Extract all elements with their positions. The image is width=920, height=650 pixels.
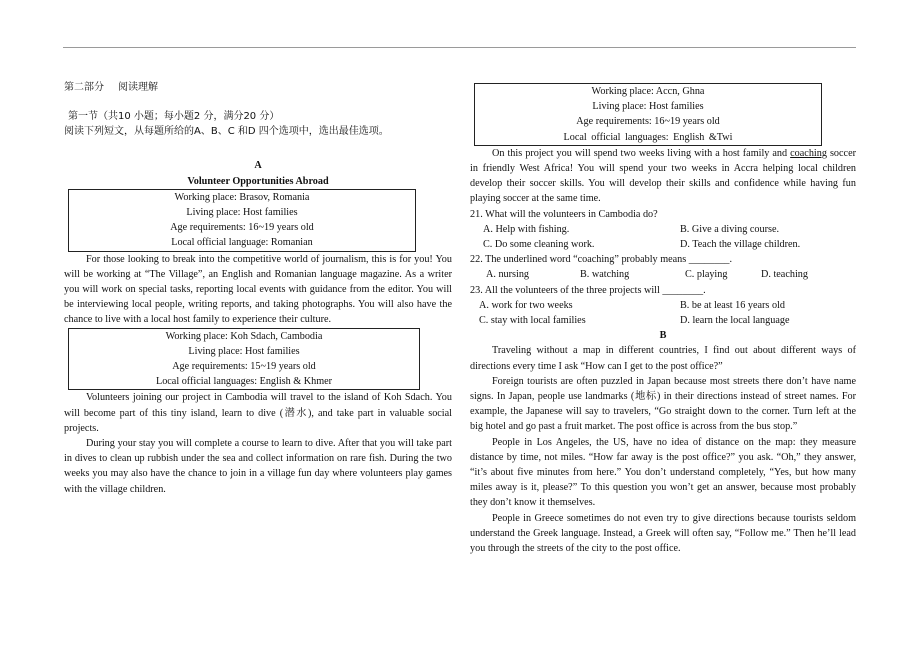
instructions: 阅读下列短文，从每题所给的A、B、C 和D 四个选项中，选出最佳选项。	[64, 126, 389, 138]
options-row	[470, 298, 856, 313]
box-line: Living place: Host families	[592, 101, 704, 113]
box-line: Local official languages: English &Twi	[563, 131, 733, 143]
option-c: C. Do some cleaning work.	[483, 239, 595, 251]
info-box-ghana	[474, 83, 822, 146]
box-line: Local official language: Romanian	[171, 237, 313, 249]
box-line: Working place: Accn, Ghna	[591, 86, 705, 97]
question-stem: 23. All the volunteers of the three projects will ________.	[470, 284, 706, 296]
paragraph-romania: For those looking to break into the competitive world of journalism, this is for you! You will be working at “The Village”, an English and Romanian language magazine. As a writer you will work on special tasks, reporting local events with guidance from the editor. You will be interviewing local people, writing reports, and taking photographs. You will also have the chance to live with a local host family to experience their culture.	[64, 253, 452, 326]
question-stem: 22. The underlined word “coaching” probably means ________.	[470, 254, 733, 266]
box-line: Age requirements: 15~19 years old	[172, 361, 316, 373]
options-row	[470, 267, 856, 282]
paragraph-cambodia-2: During your stay you will complete a course to learn to dive. After that you will take part in dives to clean up rubbish under the sea and collect information on rare fish. During the two weeks you may also have the chance to join in a village fun day where volunteers play games with the village children.	[64, 438, 452, 495]
question-22	[470, 252, 856, 282]
option-d: D. Teach the village children.	[680, 239, 801, 251]
section-name: 阅读理解	[118, 82, 158, 93]
box-line: Age requirements: 16~19 years old	[170, 222, 314, 234]
options-row	[470, 222, 856, 237]
passage-a-title: Volunteer Opportunities Abroad	[187, 175, 329, 187]
box-line: Living place: Host families	[188, 345, 300, 357]
section-number: 第二部分	[64, 82, 104, 93]
right-column	[470, 80, 856, 556]
left-column	[64, 80, 452, 497]
option-c: C. playing	[685, 269, 728, 281]
underlined-word: coaching	[790, 147, 827, 159]
option-b: B. watching	[580, 269, 630, 281]
option-a: A. Help with fishing.	[483, 223, 570, 235]
box-line: Working place: Brasov, Romania	[174, 191, 310, 203]
paragraph-b-3: People in Los Angeles, the US, have no idea of distance on the map: they measure distance by time, not miles. “How far away is the post office?” you ask. “Oh,” they answer, “it’s about five minutes from here.” You don’t understand completely, “Yes, but how many miles away is it, please?” To this question you won’t get an answer, because most probably they don’t know it themselves.	[470, 436, 856, 509]
option-d: D. teaching	[761, 269, 808, 281]
info-box-romania	[68, 189, 416, 252]
box-line: Age requirements: 16~19 years old	[576, 116, 720, 128]
passage-b-letter: B	[659, 330, 667, 342]
option-d: D. learn the local language	[680, 315, 790, 327]
header-rule	[63, 47, 856, 48]
text: On this project you will spend two weeks living with a host family and	[492, 147, 791, 159]
option-a: A. nursing	[486, 269, 530, 281]
subsection-title: 第一节（共10 小题；每小题2 分，满分20 分）	[68, 111, 280, 122]
paragraph-b-1: Traveling without a map in different countries, I find out about different ways of directions every time I ask “How can I get to the post office?”	[470, 345, 856, 372]
question-21	[470, 207, 856, 253]
question-stem: 21. What will the volunteers in Cambodia do?	[470, 208, 658, 220]
paragraph-ghana	[470, 146, 856, 207]
option-b: B. be at least 16 years old	[680, 299, 785, 311]
box-line: Local official languages: English & Khmer	[155, 376, 333, 388]
option-c: C. stay with local families	[479, 315, 586, 327]
option-b: B. Give a diving course.	[680, 223, 780, 235]
box-line: Working place: Koh Sdach, Cambodia	[165, 330, 323, 342]
question-23	[470, 283, 856, 329]
section-title	[64, 80, 452, 95]
paragraph-b-2: Foreign tourists are often puzzled in Japan because most streets there don’t have name signs. In Japan, people use landmarks (地标) in their directions instead of street names. For example, the Japanese will say to travelers, “Go straight down to the corner. Turn left at the big hotel and go past a fruit market. The post office is across from the bus stop.”	[470, 375, 856, 433]
passage-a-letter: A	[254, 160, 262, 172]
options-row	[470, 313, 856, 328]
info-box-cambodia	[68, 328, 420, 391]
option-a: A. work for two weeks	[479, 299, 573, 311]
paragraph-b-4: People in Greece sometimes do not even try to give directions because tourists seldom understand the Greek language. Instead, a Greek will often say, “Follow me.” Then he’ll lead you through the streets of the city to the post office.	[470, 512, 856, 555]
text: soccer in friendly West Africa! You will spend your two weeks in Accra helping local children develop their soccer skills. You will develop their skills and confidence while having fun playing soccer at the same time.	[470, 147, 856, 205]
options-row	[470, 237, 856, 252]
box-line: Living place: Host families	[186, 207, 298, 219]
paragraph-cambodia-1: Volunteers joining our project in Cambodia will travel to the island of Koh Sdach. You will become part of this tiny island, learn to dive (潜水), and take part in valuable social projects.	[64, 392, 452, 434]
